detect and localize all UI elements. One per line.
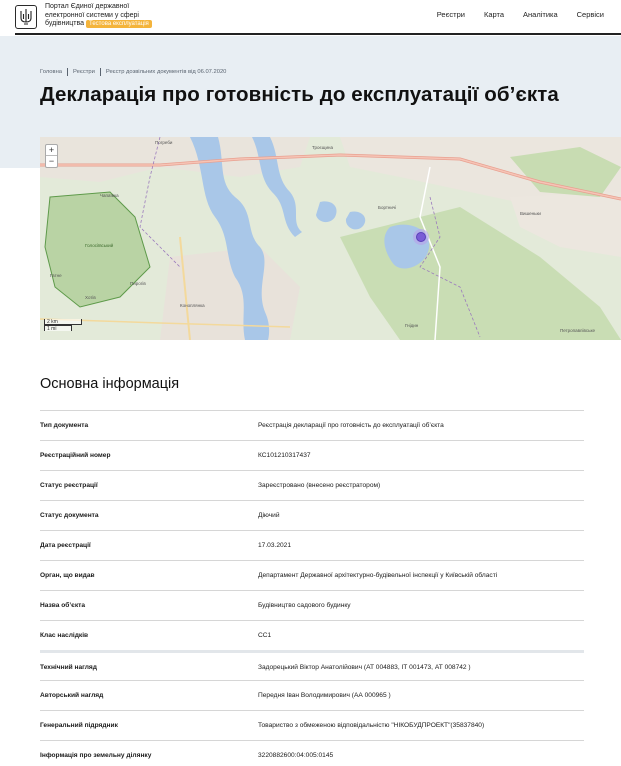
map-label: Пирогів [130, 281, 146, 286]
info-key: Інформація про земельну ділянку [40, 752, 152, 759]
breadcrumb-separator [67, 68, 68, 76]
map-label: Гатне [50, 273, 62, 278]
info-value: Зареєстровано (внесено реєстратором) [258, 482, 381, 489]
map-tiles [40, 137, 621, 340]
info-value: Будівництво садового будинку [258, 602, 351, 609]
map-label: Гнідин [405, 323, 419, 328]
portal-name-line2: електронної системи у сфері [45, 11, 139, 19]
info-key: Назва об’єкта [40, 602, 86, 609]
map-zoom-control [45, 144, 58, 168]
breadcrumb-separator [100, 68, 101, 76]
nav-services[interactable]: Сервіси [576, 10, 604, 19]
info-key: Авторський нагляд [40, 692, 104, 699]
nav-map[interactable]: Карта [483, 10, 505, 19]
info-value: Задорецький Віктор Анатолійович (АТ 004883, ІТ 001473, АТ 008742 ) [258, 664, 471, 671]
info-key: Дата реєстрації [40, 542, 91, 549]
map-label: Чапаївка [100, 193, 119, 198]
info-value: КС101210317437 [258, 452, 311, 459]
header-divider [15, 33, 621, 35]
nav-analytics[interactable]: Аналітика [523, 10, 558, 19]
info-row [40, 530, 584, 560]
info-row [40, 560, 584, 590]
info-key: Реєстраційний номер [40, 452, 111, 459]
portal-name-line3: будівництва [45, 20, 85, 28]
site-header [0, 0, 621, 34]
location-marker-icon[interactable] [417, 233, 426, 242]
info-row [40, 620, 584, 650]
info-key: Статус реєстрації [40, 482, 98, 489]
map-scale [44, 319, 82, 331]
portal-name[interactable] [45, 3, 152, 29]
map-label: Троєщина [312, 145, 334, 150]
info-value: Департамент Державної архітектурно-будівельної інспекції у Київській області [258, 572, 498, 579]
info-row [40, 470, 584, 500]
beta-badge: Тестова експлуатація [86, 20, 152, 28]
zoom-out-button[interactable]: − [48, 156, 55, 166]
map-label: Бортничі [378, 205, 397, 210]
trident-logo-icon[interactable] [15, 5, 37, 29]
info-row [40, 740, 584, 766]
info-key: Статус документа [40, 512, 99, 519]
breadcrumb-registries[interactable]: Реєстри [73, 69, 95, 75]
info-row [40, 590, 584, 620]
section-title: Основна інформація [40, 376, 180, 392]
info-value: 17.03.2021 [258, 542, 292, 549]
location-map[interactable] [40, 137, 621, 340]
map-scale-km: 2 km [44, 319, 82, 325]
info-row [40, 680, 584, 710]
info-value: СС1 [258, 632, 272, 639]
info-key: Клас наслідків [40, 632, 89, 639]
info-table [40, 410, 584, 766]
info-row [40, 710, 584, 740]
breadcrumb-current[interactable]: Реєстр дозвільних документів від 06.07.2020 [105, 69, 227, 75]
info-value: Діючий [258, 512, 280, 519]
info-key: Орган, що видав [40, 572, 95, 579]
map-label: Петропавлівське [560, 328, 595, 333]
page-title: Декларація про готовність до експлуатації об’єкта [40, 83, 559, 106]
map-label: Вишеньки [520, 211, 541, 216]
info-row [40, 500, 584, 530]
zoom-in-button[interactable]: + [46, 145, 57, 156]
map-label: Голосіївський [85, 243, 114, 248]
map-label: Коноплянка [180, 303, 205, 308]
breadcrumb [40, 68, 226, 76]
info-value: Передня Іван Володимирович (АА 000965 ) [258, 692, 391, 699]
info-row [40, 410, 584, 440]
portal-name-line1: Портал Єдиної державної [45, 3, 130, 10]
map-label: Погреби [155, 140, 173, 145]
nav-registries[interactable]: Реєстри [436, 10, 465, 19]
map-label: Хотів [85, 295, 96, 300]
main-nav [437, 10, 604, 19]
info-value: 3220882600:04:005:0145 [258, 752, 334, 759]
info-key: Технічний нагляд [40, 664, 97, 671]
info-row [40, 650, 584, 680]
info-key: Тип документа [40, 422, 89, 429]
info-key: Генеральний підрядник [40, 722, 118, 729]
info-row [40, 440, 584, 470]
info-value: Реєстрація декларації про готовність до експлуатації об’єкта [258, 422, 444, 429]
breadcrumb-home[interactable]: Головна [40, 69, 63, 75]
info-value: Товариство з обмеженою відповідальністю "НІКОБУДПРОЕКТ"(35837840) [258, 722, 485, 729]
map-scale-mi: 1 mi [44, 325, 72, 331]
